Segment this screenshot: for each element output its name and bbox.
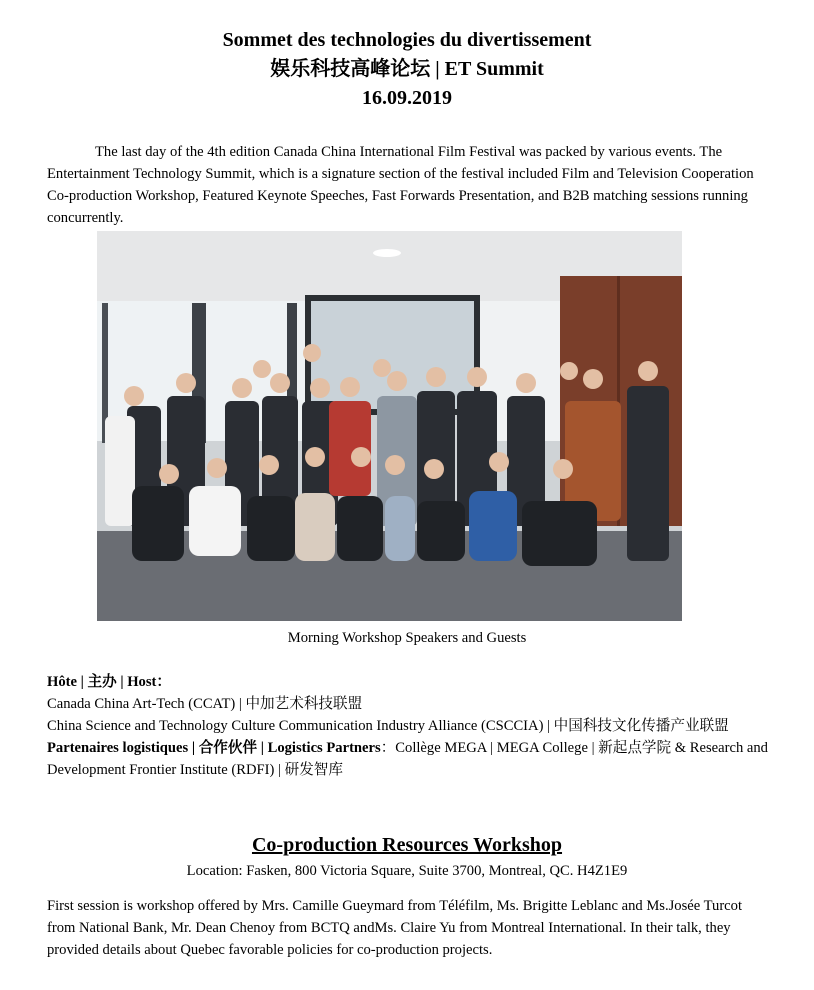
- partners-line: [47, 737, 772, 781]
- host-label: Hôte | 主办 | Host: [47, 674, 157, 690]
- hosts-section: [47, 671, 772, 781]
- host-line-2: China Science and Technology Culture Communication Industry Alliance (CSCCIA) | 中国科技文化传播产业联盟: [47, 718, 729, 734]
- partners-text: Collège MEGA | MEGA College | 新起点学院 & Research and Development Frontier Institute (RDFI) | 研发智库: [47, 740, 768, 778]
- group-photo: [97, 231, 682, 621]
- partners-label: Partenaires logistiques | 合作伙伴 | Logistics Partners: [47, 740, 381, 756]
- host-line-1: Canada China Art-Tech (CCAT) | 中加艺术科技联盟: [47, 696, 363, 712]
- workshop-title: Co-production Resources Workshop: [251, 834, 563, 856]
- workshop-session-paragraph: First session is workshop offered by Mrs. Camille Gueymard from Téléfilm, Ms. Brigitte Leblanc and Ms.Josée Turcot from National Bank, Mr. Dean Chenoy from BCTQ andMs. Claire Yu from Montreal International. In their talk, they provided details about Quebec favorable policies for co-production projects.: [47, 898, 743, 958]
- host-separator: ：: [156, 674, 171, 690]
- partners-separator: ：: [380, 740, 396, 756]
- host-heading: [47, 671, 772, 693]
- intro-paragraph: The last day of the 4th edition Canada China International Film Festival was packed by various events. The Entertainment Technology Summit, which is a signature section of the festival included Film and Television Cooperation Co-production Workshop, Featured Keynote Speeches, Fast Forwards Presentation, and B2B matching sessions running concurrently.: [47, 144, 754, 226]
- workshop-location: Location: Fasken, 800 Victoria Square, Suite 3700, Montreal, QC. H4Z1E9: [186, 863, 628, 879]
- title-date: 16.09.2019: [362, 87, 452, 109]
- photo-caption: Morning Workshop Speakers and Guests: [287, 630, 527, 646]
- page-title: [0, 26, 814, 113]
- title-french: Sommet des technologies du divertissement: [222, 29, 592, 51]
- title-chinese-english: 娱乐科技高峰论坛 | ET Summit: [270, 58, 544, 80]
